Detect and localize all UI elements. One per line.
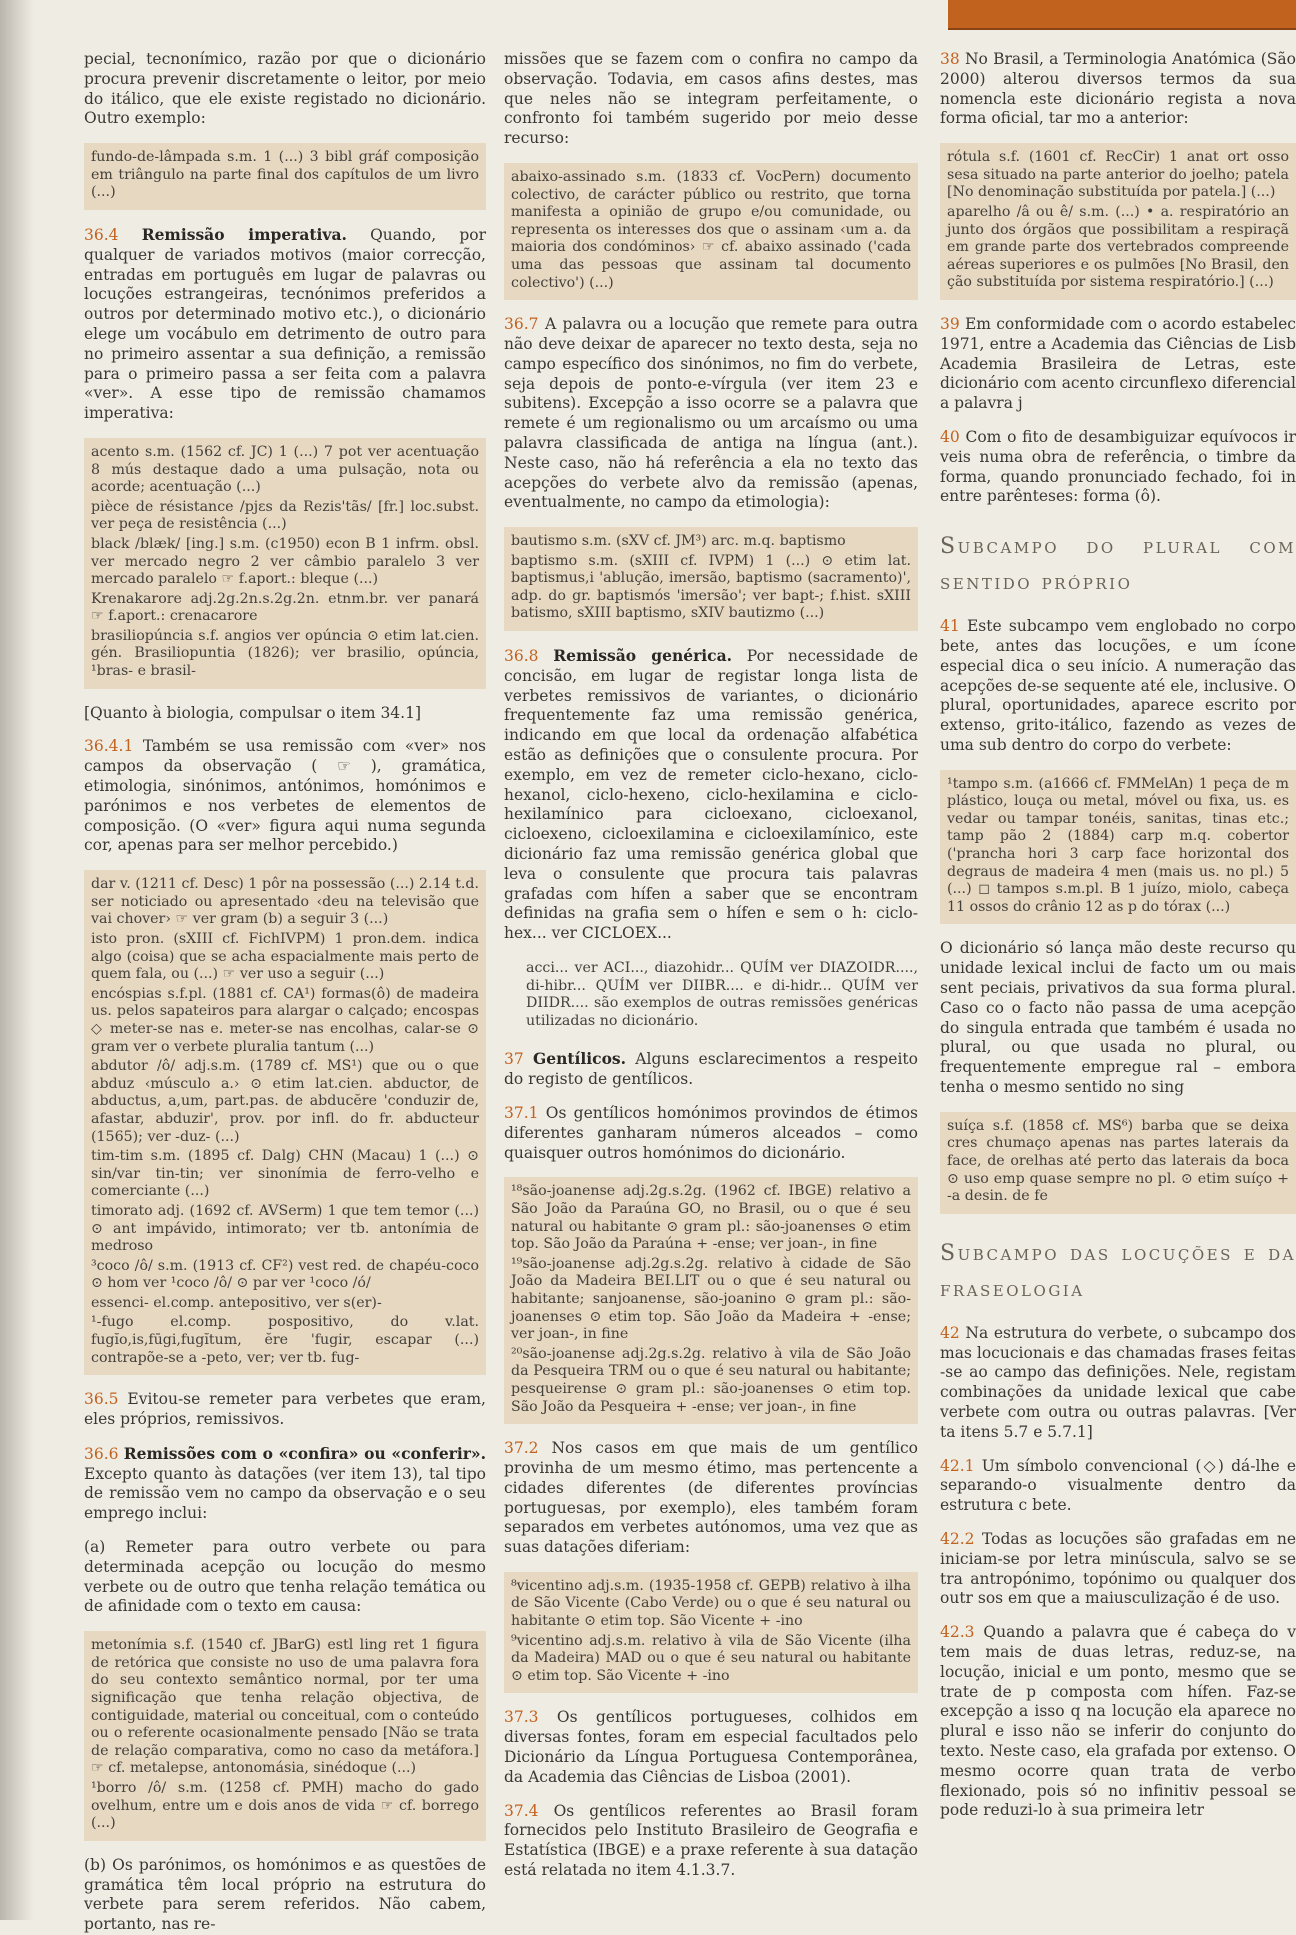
example-entry-box [940,1112,1296,1214]
dictionary-entry: acento s.m. (1562 cf. JC) 1 (...) 7 pot ver acentuação 8 mús destaque dado a uma pulsação, nota ou acorde; acentuação (...) [91,443,479,496]
dictionary-entry: brasiliopúncia s.f. angios ver opúncia ⊙ etim lat.cien. gén. Brasiliopuntia (1826); ver brasilio, opúncia, ¹bras- e brasil- [91,627,479,680]
paragraph-text: pecial, tecnonímico, razão por que o dicionário procura prevenir discretamente o leitor, por meio do itálico, que ele existe registado no dicionário. Outro exemplo: [84,50,486,128]
dictionary-entry: ¹tampo s.m. (a1666 cf. FMMelAn) 1 peça de m plástico, louça ou metal, móvel ou fixa, us. es vedar ou tampar tonéis, sanitas, tinas etc.; tamp pão 2 (1884) carp m.q. cobertor ('prancha hori 3 carp face horizontal dos degraus de madeira 4 men (mais us. no pl.) 5 (...) ◻ tampos s.m.pl. B 1 juízo, miolo, cabeça 11 ossos do crânio 12 as p do tórax (...) [947,775,1289,915]
text-column-right [940,50,1296,1920]
dictionary-entry: acci... ver ACI..., diazohidr... QUÍM ver DIAZOIDR...., di-hibr... QUÍM ver DIIBR.... e di-hidr... QUÍM ver DIIDR.... são exemplos de outras remissões genéricas utilizadas no dicionário. [526,960,918,1029]
item-number: 36.5 [84,1390,119,1409]
dictionary-entry: ⁹vicentino adj.s.m. relativo à vila de São Vicente (ilha da Madeira) MAD ou o que é seu natural ou habitante ⊙ etim top. São Vicente + -ino [511,1632,911,1684]
paragraph [504,1439,918,1558]
paragraph [940,1623,1296,1821]
paragraph-text: Em conformidade com o acordo estabelec 1971, entre a Academia das Ciências de Lisb Academia Brasileira de Letras, este dicionário com acento circunflexo diferencial a palavra j [940,314,1296,413]
dictionary-entry: tim-tim s.m. (1895 cf. Dalg) CHN (Macau) 1 (...) ⊙ sin/var tin-tin; ver sinonímia de ferro-velho e comerciante (...) [91,1148,479,1200]
item-number: 39 [940,314,960,333]
text-column-middle [504,50,918,1920]
paragraph [940,1457,1296,1516]
item-number: 42.1 [940,1456,975,1475]
dictionary-entry: isto pron. (sXIII cf. FichIVPM) 1 pron.dem. indica algo (coisa) que se acha espacialmente mais perto de quem fala, ou (...) ☞ ver uso a seguir (...) [91,931,479,983]
paragraph-text: Na estrutura do verbete, o subcampo dos mas locucionais e das chamadas frases feitas -se ao campo das definições. Nele, registam combinações da unidade lexical que cabe verbete com outra ou outras palavras. [Ver ta itens 5.7 e 5.7.1] [940,1323,1296,1441]
paragraph [504,1802,918,1881]
subfield-heading: Subcampo do plural com sentido próprio [940,534,1296,596]
paragraph [940,50,1296,129]
dictionary-entry: black /blæk/ [ing.] s.m. (c1950) econ B 1 infrm. obsl. ver mercado negro 2 ver câmbio paralelo 3 ver mercado paralelo ☞ f.aport.: bleque (...) [91,535,479,588]
paragraph-text: missões que se fazem com o confira no campo da observação. Todavia, em casos afins destes, mas que neles não se integram perfeitamente, o confronto foi também sugerido por meio desse recurso: [504,50,918,148]
example-entry-box [84,1631,486,1841]
paragraph [504,646,918,944]
item-heading: Gentílicos. [532,1049,627,1069]
paragraph [504,50,918,149]
paragraph-text: (b) Os parónimos, os homónimos e as questões de gramática têm local próprio na estrutura do verbete para serem referidos. Não cabem, portanto, nas re- [84,1855,486,1934]
dictionary-entry: metonímia s.f. (1540 cf. JBarG) estl ling ret 1 figura de retórica que consiste no uso de uma palavra fora do seu contexto semântico normal, por ter uma significação que tenha relação objectiva, de contiguidade, material ou conceitual, com o conteúdo ou o referente ocasionalmente pensado [Não se trata de relação comparativa, como no caso da metáfora.] ☞ cf. metalepse, antonomásia, sinédoque (...) [91,1637,479,1777]
item-number: 37.2 [504,1439,539,1458]
paragraph-text: Este subcampo vem englobado no corpo bete, antes das locuções, e um ícone especial dica o seu início. A numeração das acepções de-se sequente até ele, inclusive. O plural, oportunidades, aparece escrito por extenso, grito-itálico, fazendo as vezes de uma sub dentro do corpo do verbete: [940,617,1296,754]
item-heading: Remissão genérica. [553,646,733,666]
example-entry-box [940,143,1296,300]
item-number: 37.1 [504,1104,539,1122]
dictionary-entry: essenci- el.comp. antepositivo, ver s(er)- [91,1294,382,1311]
item-heading: Remissões com o «confira» ou «conferir». [123,1443,486,1463]
paragraph [84,704,486,724]
indented-example [526,958,918,1034]
dictionary-entry: ¹⁹são-joanense adj.2g.s.2g. relativo à cidade de São João da Madeira BEI.LIT ou o que é seu natural ou habitante; sanjoanense, são-joanino ⊙ gram pl.: são-joanenses ⊙ etim top. São João da Madeira + -ense; ver joan-, in fine [511,1255,911,1343]
dictionary-entry: rótula s.f. (1601 cf. RecCir) 1 anat ort osso sesa situado na parte anterior do joelho; patela [No denominação substituída por patela.] (...) [947,149,1289,201]
paragraph [940,428,1296,507]
paragraph [84,225,486,424]
paragraph-text: Todas as locuções são grafadas em ne iniciam-se por letra minúscula, salvo se se tra antropónimo, topónimo ou qualquer dos outr sos em que a maiusculização é de uso. [940,1529,1296,1608]
dictionary-entry: dar v. (1211 cf. Desc) 1 pôr na possessão (...) 2.14 t.d. ser noticiado ou apresentado ‹deu na televisão que vai chover› ☞ ver gram (b) a seguir 3 (...) [91,876,479,928]
item-number: 36.4 [84,225,119,244]
item-number: 37.3 [504,1708,539,1727]
dictionary-entry: ¹-fugo el.comp. pospositivo, do v.lat. fugĭo,is,fūgi,fugĭtum, ĕre 'fugir, escapar (...) contrapõe-se a -peto, ver; ver tb. fug- [91,1314,479,1366]
paragraph [940,939,1296,1097]
dictionary-entry: baptismo s.m. (sXIII cf. IVPM) 1 (...) ⊙ etim lat. baptismus,i 'ablução, imersão, baptismo (sacramento)', adp. do gr. baptismós 'imersão'; ver bapt-; f.hist. sXIII batismo, sXIII baptismo, sXIV bautizmo (...) [511,552,911,622]
example-entry-box [504,1177,918,1424]
dictionary-entry: suíça s.f. (1858 cf. MS⁶) barba que se deixa cres chumaço apenas nas partes laterais da face, de orelhas até perto das laterais da boca ⊙ uso emp quase sempre no pl. ⊙ etim suíço + -a desin. de fe [947,1117,1289,1205]
dictionary-entry: aparelho /â ou ê/ s.m. (...) • a. respiratório an junto dos órgãos que possibilitam a respiraçã em grande parte dos vertebrados compreende aéreas superiores e os pulmões [No Brasil, den ção substituída por sistema respiratório.] (...) [947,203,1289,291]
paragraph-text: Os gentílicos homónimos provindos de étimos diferentes ganharam números alceados – como quaisquer outros homónimos do dicionário. [504,1104,918,1162]
item-number: 42.2 [940,1529,975,1548]
paragraph-text: (a) Remeter para outro verbete ou para determinada acepção ou locução do mesmo verbete ou de outro que tenha relação temática ou de afinidade com o texto em causa: [84,1538,486,1616]
dictionary-entry: fundo-de-lâmpada s.m. 1 (...) 3 bibl gráf composição em triângulo na parte final dos capítulos de um livro (...) [91,149,479,201]
example-entry-box [84,438,486,689]
paragraph [84,1856,486,1935]
item-number: 36.6 [84,1444,119,1463]
paragraph-text: Com o fito de desambiguizar equívocos ir veis numa obra de referência, o timbre da forma, quando pronunciado fechado, foi in entre parênteses: forma (ô). [940,427,1296,506]
paragraph [504,1104,918,1163]
paragraph-text: Excepto quanto às datações (ver item 13), tal tipo de remissão vem no campo da observação e o seu emprego inclui: [84,1464,486,1523]
dictionary-entry: pièce de résistance /pjɛs da Rezis'tãs/ [fr.] loc.subst. ver peça de resistência (...) [91,498,479,533]
text-column-left [84,50,486,1934]
item-number: 37.4 [504,1801,539,1820]
paragraph-text: Por necessidade de concisão, em lugar de registar longa lista de verbetes remissivos de variantes, o dicionário frequentemente faz uma remissão genérica, indicando em que local da ordenação alfabética estão as definições que o consulente procura. Por exemplo, em vez de remeter ciclo-hexano, ciclo-hexanol, ciclo-hexeno, ciclo-hexilamina e ciclo-hexilamínico para cicloexano, cicloexanol, cicloexeno, cicloexilamina e cicloexilamínico, este dicionário faz uma remissão genérica global que leva o consulente que procura tais palavras grafadas com hífen a saber que se encontram definidas na grafia sem o hífen e sem o h: ciclo-hex... ver CICLOEX... [504,647,918,943]
paragraph-text: No Brasil, a Terminologia Anatómica (São 2000) alterou diversos termos da sua nomencla este dicionário regista a nova forma oficial, tar mo a anterior: [940,50,1296,128]
dictionary-entry: bautismo s.m. (sXV cf. JM³) arc. m.q. baptismo [511,533,846,550]
dictionary-entry: ¹borro /ô/ s.m. (1258 cf. PMH) macho do gado ovelhum, entre um e dois anos de vida ☞ cf. borrego (...) [91,1779,479,1832]
item-number: 42.3 [940,1623,975,1642]
paragraph-text: [Quanto à biologia, compulsar o item 34.1] [84,703,421,722]
paragraph-text: Quando, por qualquer de variados motivos (maior correcção, entradas em português em lugar de palavras ou locuções estrangeiras, tecnónimos preferidos a outros por determinado motivo etc.), o dicionário elege um vocábulo em detrimento de outro para no primeiro assentar a sua definição, a remissão para o primeiro passa a ser feita com a palavra «ver». A esse tipo de remissão chamamos imperativa: [84,225,486,423]
paragraph [940,617,1296,756]
book-gutter-shadow [0,0,34,1920]
item-heading: Remissão imperativa. [141,224,347,244]
dictionary-entry: ³coco /ô/ s.m. (1913 cf. CF²) vest red. de chapéu-coco ⊙ hom ver ¹coco /ô/ ⊙ par ver ¹coco /ó/ [91,1257,479,1292]
dictionary-entry: Krenakarore adj.2g.2n.s.2g.2n. etnm.br. ver panará ☞ f.aport.: crenacarore [91,590,479,625]
item-number: 38 [940,50,960,68]
example-entry-box [504,527,918,631]
paragraph-text: Os gentílicos referentes ao Brasil foram fornecidos pelo Instituto Brasileiro de Geografia e Estatística (IBGE) e a praxe referente à sua datação está relatada no item 4.1.3.7. [504,1801,918,1880]
item-number: 36.7 [504,315,539,334]
example-entry-box [504,163,918,300]
paragraph [940,315,1296,414]
item-number: 41 [940,617,960,636]
dictionary-entry: abdutor /ô/ adj.s.m. (1789 cf. MS¹) que ou o que abduz ‹músculo a.› ⊙ etim lat.cien. abductor, de abductus, a,um, part.pas. de abducĕre 'conduzir de, afastar, abduzir', prov. por infl. do fr. abducteur (1565); ver -duz- (...) [91,1058,479,1145]
paragraph [504,1049,918,1090]
dictionary-entry: abaixo-assinado s.m. (1833 cf. VocPern) documento colectivo, de carácter público ou restrito, que torna manifesta a opinião de grupo e/ou comunidade, ou representa os interesses dos que o assinam ‹um a. da maioria dos condóminos› ☞ cf. abaixo assinado ('cada uma das pessoas que assinam tal documento colectivo') (...) [511,168,911,291]
dictionary-entry: ¹⁸são-joanense adj.2g.s.2g. (1962 cf. IBGE) relativo a São João da Paraúna GO, no Brasil, ou o que é seu natural ou habitante ⊙ gram pl.: são-joanenses ⊙ etim top. São João da Paraúna + -ense; ver joan-, in fine [511,1183,911,1253]
paragraph-text: Nos casos em que mais de um gentílico provinha de um mesmo étimo, mas pertencente a cidades diferentes (de diferentes províncias portuguesas, por exemplo), eles também foram separados em verbetes autónomos, uma vez que as suas datações diferiam: [504,1439,918,1557]
paragraph-text: Os gentílicos portugueses, colhidos em diversas fontes, foram em especial facultados pelo Dicionário da Língua Portuguesa Contemporânea, da Academia das Ciências de Lisboa (2001). [504,1708,918,1786]
dictionary-entry: ⁸vicentino adj.s.m. (1935-1958 cf. GEPB) relativo à ilha de São Vicente (Cabo Verde) ou o que é seu natural ou habitante ⊙ etim top. São Vicente + -ino [511,1577,911,1630]
paragraph [84,1390,486,1430]
paragraph [504,315,918,513]
example-entry-box [84,870,486,1375]
item-number: 40 [940,427,960,446]
paragraph [84,1538,486,1617]
item-number: 36.4.1 [84,737,134,756]
paragraph-text: O dicionário só lança mão deste recurso qu unidade lexical inclui de facto um ou mais sent peciais, privativos da sua forma plural. Caso co o facto não passa de uma acepção do singula entrada que também é usada no plural, ou que usada no plural, ou frequentemente empregue ral – embora tenha o mesmo sentido no sing [940,939,1296,1097]
paragraph [84,737,486,856]
paragraph [84,1444,486,1524]
example-entry-box [84,143,486,210]
item-number: 37 [504,1050,524,1069]
paragraph-text: Quando a palavra que é cabeça do v tem mais de duas letras, reduz-se, na locução, inicial e um ponto, mesmo que se trate de p composta com hífen. Faz-se excepção a isso q na locução ela aparece no plural e isso não se inferir do conjunto do texto. Neste caso, ela grafada por extenso. O mesmo ocorre quan trata de verbo flexionado, pois só no infinitiv pessoal se pode reduzi-lo à sua primeira letr [940,1623,1296,1820]
dictionary-entry: ²⁰são-joanense adj.2g.s.2g. relativo à vila de São João da Pesqueira TRM ou o que é seu natural ou habitante; pesqueirense ⊙ gram pl.: são-joanenses ⊙ etim top. São João da Pesqueira + -ense; ver joan-, in fine [511,1345,911,1415]
item-number: 36.8 [504,647,539,666]
paragraph-text: Alguns esclarecimentos a respeito do registo de gentílicos. [504,1050,918,1089]
corner-illustration-plate [948,0,1296,30]
item-number: 42 [940,1323,960,1342]
paragraph-text: Um símbolo convencional (◇) dá-lhe e separando-o visualmente dentro da estrutura c bete. [940,1456,1296,1515]
paragraph [940,1324,1296,1443]
dictionary-entry: encóspias s.f.pl. (1881 cf. CA¹) formas(ô) de madeira us. pelos sapateiros para alargar o calçado; encospas ◇ meter-se nas e. meter-se nas encolhas, calar-se ⊙ gram ver o verbete pluralia tantum (...) [91,985,479,1055]
subfield-heading: Subcampo das locuções e da fraseologia [940,1240,1296,1302]
paragraph-text: Também se usa remissão com «ver» nos campos da observação ( ☞ ), gramática, etimologia, sinónimos, antónimos, homónimos e parónimos e nos verbetes de elementos de composição. (O «ver» figura aqui numa segunda cor, apenas para ser melhor percebido.) [84,737,486,855]
example-entry-box [940,770,1296,925]
dictionary-entry: timorato adj. (1692 cf. AVSerm) 1 que tem temor (...) ⊙ ant impávido, intimorato; ver tb. antonímia de medroso [91,1202,479,1255]
paragraph [940,1530,1296,1609]
paragraph-text: A palavra ou a locução que remete para outra não deve deixar de aparecer no texto desta, seja no campo específico dos sinónimos, no fim do verbete, seja depois de ponto-e-vírgula (ver item 23 e subitens). Excepção a isso ocorre se a palavra que remete é um regionalismo ou um arcaísmo ou uma palavra classificada de antiga na língua (ant.). Neste caso, não há referência a ela no texto das acepções do verbete alvo da remissão (apenas, eventualmente, no campo da etimologia): [504,315,918,512]
paragraph [504,1708,918,1787]
paragraph-text: Evitou-se remeter para verbetes que eram, eles próprios, remissivos. [84,1390,486,1429]
example-entry-box [504,1572,918,1694]
paragraph [84,50,486,129]
